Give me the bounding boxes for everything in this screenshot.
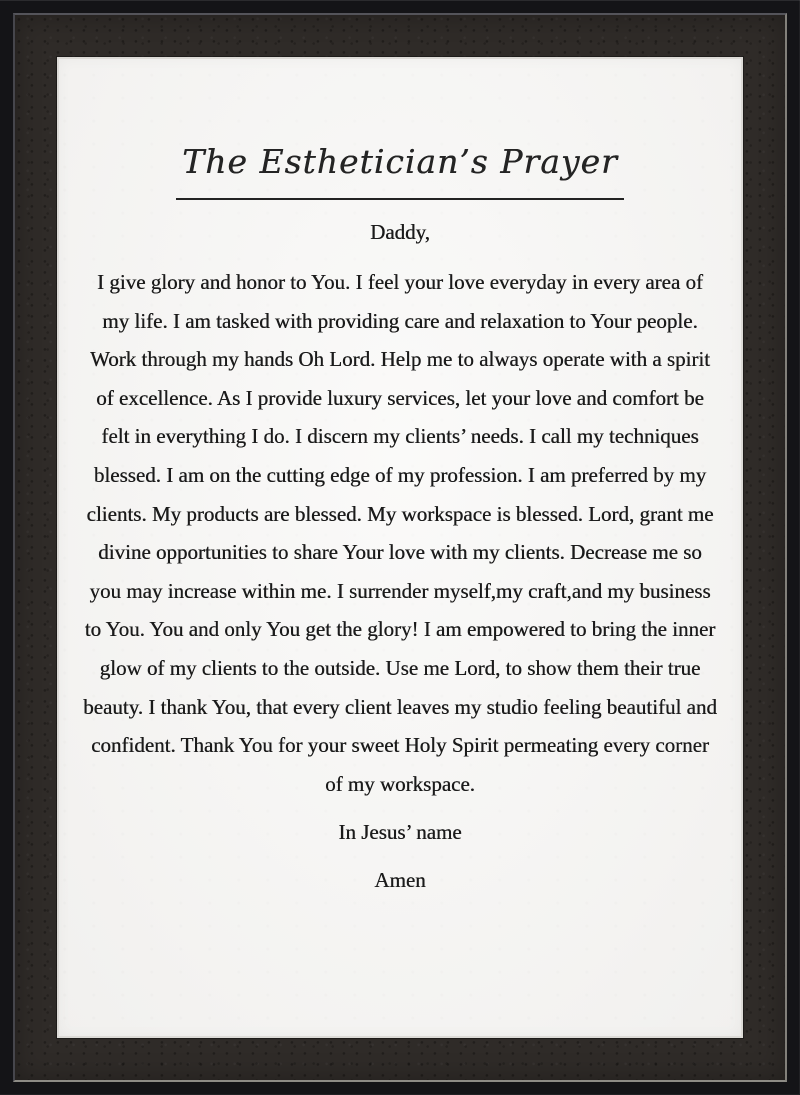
page-title: The Esthetician’s Prayer (176, 131, 624, 200)
closing-amen: Amen (374, 868, 426, 893)
frame-liner (13, 13, 787, 1082)
prayer-body-text: I give glory and honor to You. I feel your love everyday in every area of my life. I am tasked with providing care and relaxation to Your people. Work through my hands Oh Lord. Help me to always operate with a spirit of excellence. As I provide luxury services, let your love and comfort be felt in everything I do. I discern my clients’ needs. I call my techniques blessed. I am on the cutting edge of my profession. I am preferred by my clients. My products are blessed. My workspace is blessed. Lord, grant me divine opportunities to share Your love with my clients. Decrease me so you may increase within me. I surrender myself,my craft,and my business to You. You and only You get the glory! I am empowered to bring the inner glow of my clients to the outside. Use me Lord, to show them their true beauty. I thank You, that every client leaves my studio feeling beautiful and confident. Thank You for your sweet Holy Spirit permeating every corner of my workspace. (83, 270, 717, 796)
title-row (83, 131, 717, 200)
mat-board (15, 15, 785, 1080)
salutation-text: Daddy, (370, 220, 430, 244)
closing-in-jesus-name: In Jesus’ name (338, 820, 462, 845)
prayer-paper (57, 57, 743, 1038)
